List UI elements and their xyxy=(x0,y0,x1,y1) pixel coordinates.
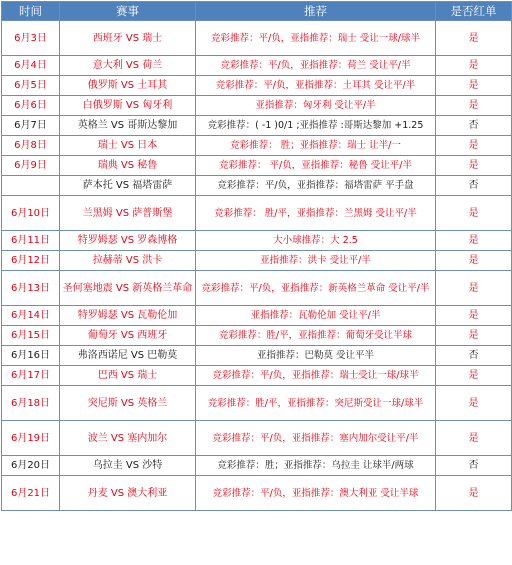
table-body xyxy=(2,21,512,511)
table-row xyxy=(2,326,512,346)
table-row xyxy=(2,346,512,366)
table-row xyxy=(2,196,512,231)
result-cell: 是 xyxy=(436,56,512,76)
date-cell: 6月14日 xyxy=(2,306,60,326)
result-cell: 是 xyxy=(436,21,512,56)
date-cell: 6月19日 xyxy=(2,421,60,456)
date-cell: 6月15日 xyxy=(2,326,60,346)
recommendation-cell: 竞彩推荐： 胜；亚指推荐：瑞士 让半/一 xyxy=(196,136,436,156)
recommendation-cell: 竞彩推荐：胜/平，亚指推荐：葡萄牙受让半球 xyxy=(196,326,436,346)
recommendation-cell: 亚指推荐：巴勒莫 受让平半 xyxy=(196,346,436,366)
match-cell: 西班牙 VS 瑞士 xyxy=(60,21,196,56)
recommendation-cell: 竞彩推荐：平/负，亚指推荐：瑞士受让一球/球半 xyxy=(196,366,436,386)
table-row xyxy=(2,251,512,271)
result-cell: 否 xyxy=(436,116,512,136)
date-cell: 6月3日 xyxy=(2,21,60,56)
recommendation-cell: 亚指推荐：洪卡 受让平/半 xyxy=(196,251,436,271)
match-cell: 瑞典 VS 秘鲁 xyxy=(60,156,196,176)
match-cell: 英格兰 VS 哥斯达黎加 xyxy=(60,116,196,136)
table-row xyxy=(2,231,512,251)
table-row xyxy=(2,456,512,476)
recommendation-cell: 竞彩推荐：平/负，亚指推荐：澳大利亚 受让半球 xyxy=(196,476,436,511)
recommendation-cell: 大小球推荐：大 2.5 xyxy=(196,231,436,251)
result-cell: 是 xyxy=(436,156,512,176)
table-row xyxy=(2,421,512,456)
result-cell: 否 xyxy=(436,456,512,476)
date-cell: 6月7日 xyxy=(2,116,60,136)
table-row xyxy=(2,136,512,156)
table-row xyxy=(2,366,512,386)
recommendation-cell: 竞彩推荐：平/负，亚指推荐：新英格兰革命 受让平/半 xyxy=(196,271,436,306)
match-cell: 波兰 VS 塞内加尔 xyxy=(60,421,196,456)
match-cell: 突尼斯 VS 英格兰 xyxy=(60,386,196,421)
date-cell: 6月12日 xyxy=(2,251,60,271)
recommendation-cell: 竞彩推荐：平/负，亚指推荐：土耳其 受让平/半 xyxy=(196,76,436,96)
result-cell: 是 xyxy=(436,136,512,156)
header-match: 赛事 xyxy=(60,2,196,21)
recommendation-table xyxy=(1,1,512,511)
recommendation-cell: 竞彩推荐：胜/平，亚指推荐：突尼斯受让一球/球半 xyxy=(196,386,436,421)
recommendation-cell: 竞彩推荐：平/负，亚指推荐：瑞士 受让一球/球半 xyxy=(196,21,436,56)
match-cell: 特罗姆瑟 VS 罗森博格 xyxy=(60,231,196,251)
table-row xyxy=(2,156,512,176)
match-cell: 意大利 VS 荷兰 xyxy=(60,56,196,76)
date-cell: 6月11日 xyxy=(2,231,60,251)
recommendation-cell: 竞彩推荐：平/负，亚指推荐：塞内加尔受让平/半 xyxy=(196,421,436,456)
table-row xyxy=(2,306,512,326)
date-cell: 6月21日 xyxy=(2,476,60,511)
date-cell: 6月18日 xyxy=(2,386,60,421)
match-cell: 俄罗斯 VS 土耳其 xyxy=(60,76,196,96)
recommendation-cell: 竞彩推荐：胜；亚指推荐：乌拉圭 让球半/两球 xyxy=(196,456,436,476)
result-cell: 是 xyxy=(436,76,512,96)
recommendation-cell: 亚指推荐：瓦勒伦加 受让平/半 xyxy=(196,306,436,326)
table-header-row xyxy=(2,2,512,21)
result-cell: 是 xyxy=(436,421,512,456)
match-cell: 特罗姆瑟 VS 瓦勒伦加 xyxy=(60,306,196,326)
recommendation-cell: 竞彩推荐：( -1 )0/1 ;亚指推荐 :哥斯达黎加 +1.25 xyxy=(196,116,436,136)
date-cell: 6月20日 xyxy=(2,456,60,476)
date-cell: 6月13日 xyxy=(2,271,60,306)
recommendation-cell: 竞彩推荐：平/负，亚指推荐：福塔雷萨 平手盘 xyxy=(196,176,436,196)
match-cell: 白俄罗斯 VS 匈牙利 xyxy=(60,96,196,116)
date-cell: 6月17日 xyxy=(2,366,60,386)
date-cell: 6月4日 xyxy=(2,56,60,76)
table-row xyxy=(2,386,512,421)
result-cell: 是 xyxy=(436,231,512,251)
result-cell: 是 xyxy=(436,251,512,271)
result-cell: 否 xyxy=(436,176,512,196)
table-row xyxy=(2,76,512,96)
match-cell: 兰黑姆 VS 萨普斯堡 xyxy=(60,196,196,231)
date-cell: 6月8日 xyxy=(2,136,60,156)
result-cell: 是 xyxy=(436,326,512,346)
match-cell: 葡萄牙 VS 西班牙 xyxy=(60,326,196,346)
date-cell xyxy=(2,176,60,196)
date-cell: 6月16日 xyxy=(2,346,60,366)
result-cell: 是 xyxy=(436,476,512,511)
table-row xyxy=(2,116,512,136)
recommendation-cell: 竞彩推荐： 胜/平，亚指推荐：兰黑姆 受让平/半 xyxy=(196,196,436,231)
match-cell: 拉赫蒂 VS 洪卡 xyxy=(60,251,196,271)
match-cell: 瑞士 VS 日本 xyxy=(60,136,196,156)
date-cell: 6月6日 xyxy=(2,96,60,116)
match-cell: 巴西 VS 瑞士 xyxy=(60,366,196,386)
result-cell: 是 xyxy=(436,386,512,421)
date-cell: 6月5日 xyxy=(2,76,60,96)
date-cell: 6月10日 xyxy=(2,196,60,231)
table-row xyxy=(2,176,512,196)
table-row xyxy=(2,476,512,511)
result-cell: 是 xyxy=(436,196,512,231)
table-row xyxy=(2,271,512,306)
recommendation-cell: 亚指推荐：匈牙利 受让平/半 xyxy=(196,96,436,116)
match-cell: 萨本托 VS 福塔雷萨 xyxy=(60,176,196,196)
date-cell: 6月9日 xyxy=(2,156,60,176)
result-cell: 否 xyxy=(436,346,512,366)
header-recommendation: 推荐 xyxy=(196,2,436,21)
table-row xyxy=(2,56,512,76)
match-cell: 丹麦 VS 澳大利亚 xyxy=(60,476,196,511)
recommendation-cell: 竞彩推荐： 平/负，亚指推荐：秘鲁 受让平/半 xyxy=(196,156,436,176)
header-time: 时间 xyxy=(2,2,60,21)
result-cell: 是 xyxy=(436,366,512,386)
match-cell: 乌拉圭 VS 沙特 xyxy=(60,456,196,476)
match-cell: 圣何塞地震 VS 新英格兰革命 xyxy=(60,271,196,306)
recommendation-cell: 竞彩推荐：平/负，亚指推荐：荷兰 受让平/半 xyxy=(196,56,436,76)
result-cell: 是 xyxy=(436,271,512,306)
result-cell: 是 xyxy=(436,96,512,116)
table-row xyxy=(2,96,512,116)
match-cell: 弗洛西诺尼 VS 巴勒莫 xyxy=(60,346,196,366)
header-red-result: 是否红单 xyxy=(436,2,512,21)
result-cell: 是 xyxy=(436,306,512,326)
table-row xyxy=(2,21,512,56)
